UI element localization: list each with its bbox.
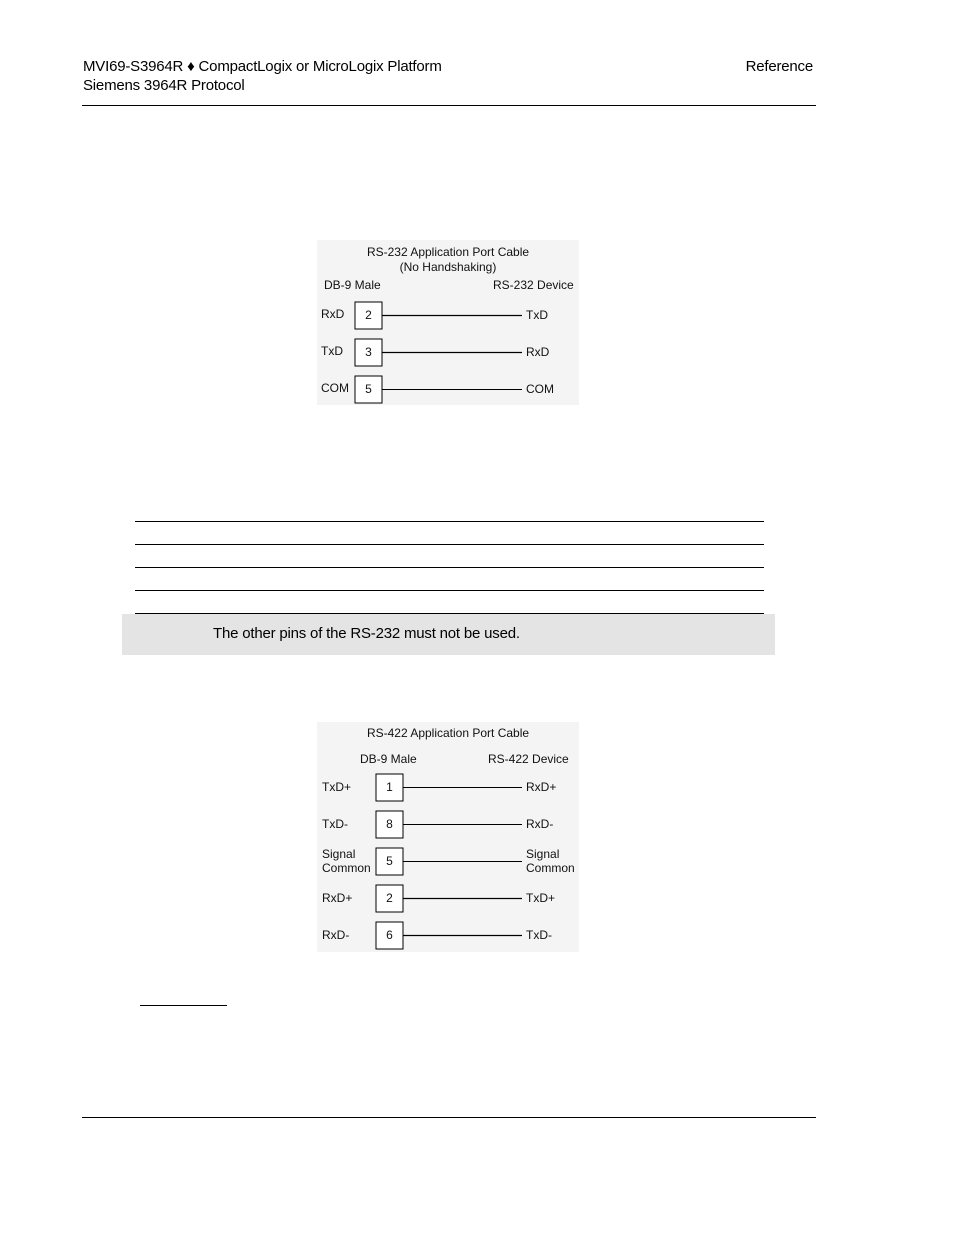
rs232-row — [321, 376, 554, 403]
header-rule — [82, 105, 816, 106]
rs422-cable-diagram — [317, 722, 579, 952]
rs232-diagram-svg — [317, 240, 579, 405]
pin-number: 5 — [365, 382, 372, 396]
rs422-right-signal-line2: Common — [526, 861, 575, 875]
footnote-rule — [140, 1005, 227, 1006]
rs422-right-signal: TxD+ — [526, 891, 556, 905]
rs232-left-signal: TxD — [321, 344, 343, 358]
rs422-row — [322, 922, 552, 949]
header-section: Reference — [745, 58, 813, 75]
rs422-row — [322, 811, 553, 838]
rs422-right-signal: TxD- — [526, 928, 552, 942]
rs232-subtitle: (No Handshaking) — [399, 260, 497, 274]
pin-number: 1 — [386, 780, 393, 794]
pin-number: 2 — [365, 308, 372, 322]
rs232-title: RS-232 Application Port Cable — [366, 245, 530, 259]
table-rule — [135, 567, 764, 568]
rs232-right-header: RS-232 Device — [493, 278, 574, 292]
rs422-right-signal: RxD- — [526, 817, 554, 831]
pin-number: 3 — [365, 345, 372, 359]
note-box — [122, 614, 775, 655]
rs422-left-signal-line2: Common — [322, 861, 371, 875]
rs422-left-signal: RxD- — [322, 928, 350, 942]
rs232-right-signal: RxD — [526, 345, 550, 359]
rs232-right-signal: COM — [526, 382, 554, 396]
rs232-row — [321, 302, 548, 329]
rs232-left-signal: COM — [321, 381, 349, 395]
pin-number: 6 — [386, 928, 393, 942]
footer-rule — [82, 1117, 816, 1118]
rs422-title: RS-422 Application Port Cable — [366, 726, 530, 740]
rs422-row — [322, 885, 555, 912]
table-rule — [135, 521, 764, 522]
rs422-left-signal: RxD+ — [322, 891, 353, 905]
table-rule — [135, 590, 764, 591]
header-subtitle: Siemens 3964R Protocol — [83, 77, 245, 94]
rs232-left-signal: RxD — [321, 307, 345, 321]
rs422-left-signal: TxD+ — [322, 780, 352, 794]
rs422-diagram-svg — [317, 722, 579, 952]
pin-number: 8 — [386, 817, 393, 831]
rs422-right-signal: RxD+ — [526, 780, 557, 794]
table-rule — [135, 544, 764, 545]
rs422-row — [322, 774, 556, 801]
pin-number: 5 — [386, 854, 393, 868]
rs422-right-signal: Signal — [526, 847, 560, 861]
rs422-row — [322, 847, 575, 875]
note-text: The other pins of the RS-232 must not be used. — [213, 625, 520, 642]
rs422-left-signal: TxD- — [322, 817, 348, 831]
rs232-left-header: DB-9 Male — [324, 278, 381, 292]
header-title: MVI69-S3964R ♦ CompactLogix or MicroLogix Platform — [83, 58, 442, 75]
pin-number: 2 — [386, 891, 393, 905]
rs232-right-signal: TxD — [526, 308, 548, 322]
rs232-cable-diagram — [317, 240, 579, 405]
rs422-right-header: RS-422 Device — [488, 752, 569, 766]
rs422-left-header: DB-9 Male — [360, 752, 417, 766]
rs232-row — [321, 339, 550, 366]
rs422-left-signal: Signal — [322, 847, 356, 861]
